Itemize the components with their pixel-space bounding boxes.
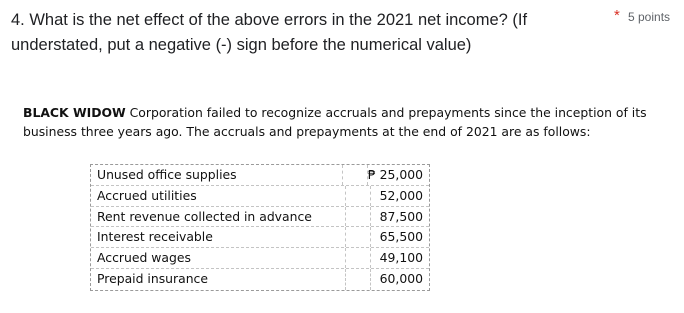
company-name: BLACK WIDOW [23,105,126,120]
question-title: 4. What is the net effect of the above errors in the 2021 net income? (If understated, put a negative (-) sign before the numerical value) [11,11,528,54]
table-row [91,248,429,269]
row-value: ₱ 25,000 [367,167,423,182]
row-label: Rent revenue collected in advance [91,207,346,227]
row-value: 60,000 [379,270,423,286]
row-label: Unused office supplies [91,165,343,185]
table-row [91,227,429,248]
problem-statement-text: Corporation failed to recognize accruals and prepayments since the inception of its business three years ago. The accruals and prepayments at the end of 2021 are as follows: [23,105,647,139]
table-row [91,269,429,290]
row-label: Prepaid insurance [91,269,346,290]
row-value: 49,100 [379,250,423,266]
row-value: 65,500 [379,229,423,245]
accruals-table [90,164,430,291]
points-label: 5 points [628,10,671,24]
table-row [91,165,429,186]
table-row [91,186,429,207]
row-label: Accrued utilities [91,186,346,206]
table-row [91,207,429,228]
row-label: Accrued wages [91,248,346,268]
question-image [0,95,684,305]
row-value: 87,500 [379,208,423,224]
problem-statement [23,103,673,141]
row-label: Interest receivable [91,227,346,247]
required-asterisk: * [614,7,620,24]
row-value: 52,000 [379,187,423,203]
